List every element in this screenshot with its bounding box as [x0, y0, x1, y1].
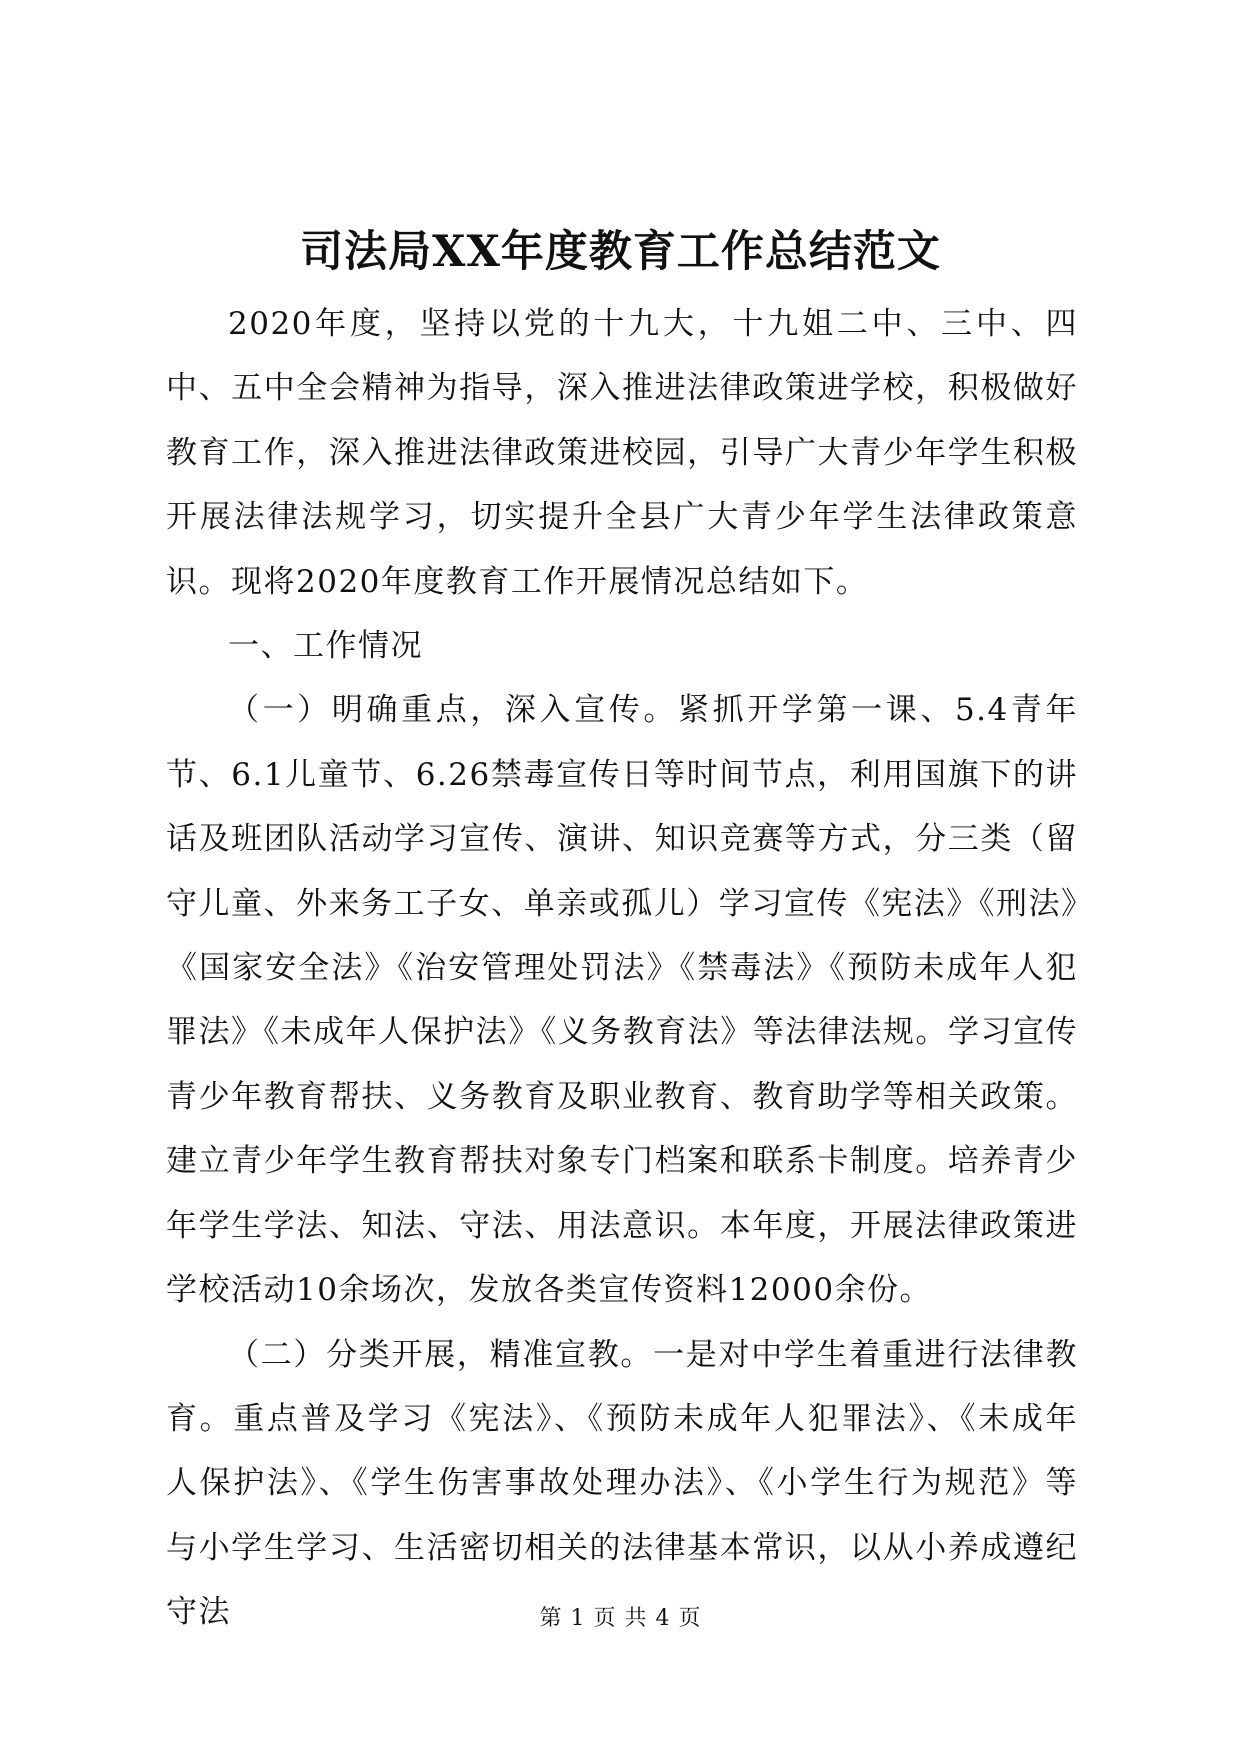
section-heading-work-status: 一、工作情况 [228, 628, 423, 665]
document-body [166, 292, 1078, 1645]
paragraph-section-1: （一）明确重点，深入宣传。紧抓开学第一课、5.4青年节、6.1儿童节、6.26禁毒宣传日等时间节点，利用国旗下的讲话及班团队活动学习宣传、演讲、知识竞赛等方式，分三类（留守儿童、外来务工子女、单亲或孤儿）学习宣传《宪法》《刑法》《国家安全法》《治安管理处罚法》《禁毒法》《预防未成年人犯罪法》《未成年人保护法》《义务教育法》等法律法规。学习宣传青少年教育帮扶、义务教育及职业教育、教育助学等相关政策。建立青少年学生教育帮扶对象专门档案和联系卡制度。培养青少年学生学法、知法、守法、用法意识。本年度，开展法律政策进学校活动10余场次，发放各类宣传资料12000余份。 [166, 692, 1078, 1309]
document-title: 司法局XX年度教育工作总结范文 [300, 227, 941, 277]
paragraph-intro: 2020年度，坚持以党的十九大，十九姐二中、三中、四中、五中全会精神为指导，深入推进法律政策进学校，积极做好教育工作，深入推进法律政策进校园，引导广大青少年学生积极开展法律法规学习，切实提升全县广大青少年学生法律政策意识。现将2020年度教育工作开展情况总结如下。 [166, 306, 1078, 600]
paragraph-section-2: （二）分类开展，精准宣教。一是对中学生着重进行法律教育。重点普及学习《宪法》、《预防未成年人犯罪法》、《未成年人保护法》、《学生伤害事故处理办法》、《小学生行为规范》等与小学生学习、生活密切相关的法律基本常识，以从小养成遵纪守法 [166, 1336, 1078, 1631]
page-number-footer: 第 1 页 共 4 页 [539, 1606, 702, 1631]
